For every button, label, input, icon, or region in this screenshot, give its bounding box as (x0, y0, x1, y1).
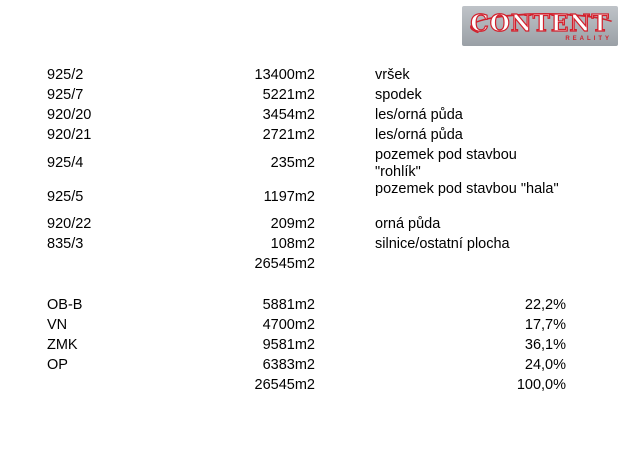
table-row (0, 127, 624, 147)
parcel-id: 920/21 (47, 127, 92, 143)
table-row (0, 87, 624, 107)
zone-area: 4700m2 (262, 317, 315, 333)
parcel-area: 13400m2 (254, 67, 315, 83)
table-row (0, 236, 624, 256)
parcel-desc: vršek (375, 67, 410, 83)
table-row (0, 181, 624, 215)
zone-percent: 22,2% (524, 297, 566, 313)
parcel-desc: orná půda (375, 216, 441, 232)
zone-code: VN (47, 317, 68, 333)
parcel-area: 3454m2 (262, 107, 315, 123)
parcel-id: 920/22 (47, 216, 92, 232)
parcel-desc: spodek (375, 87, 422, 103)
parcels-total: 26545m2 (254, 256, 315, 272)
parcel-id: 925/4 (47, 155, 84, 171)
parcel-desc: pozemek pod stavbou "rohlík" (375, 147, 517, 180)
parcel-id: 925/5 (47, 189, 84, 205)
total-row (0, 256, 624, 276)
parcel-id: 835/3 (47, 236, 84, 252)
zone-area: 6383m2 (262, 357, 315, 373)
table-row (0, 317, 624, 337)
parcel-area: 108m2 (270, 236, 315, 252)
zones-total-area: 26545m2 (254, 377, 315, 393)
parcel-id: 920/20 (47, 107, 92, 123)
zone-percent: 36,1% (524, 337, 566, 353)
table-row (0, 147, 624, 181)
zone-percent: 24,0% (524, 357, 566, 373)
table-row (0, 357, 624, 377)
parcel-area: 5221m2 (262, 87, 315, 103)
table-row (0, 216, 624, 236)
parcel-desc: pozemek pod stavbou "hala" (375, 181, 559, 197)
parcel-area: 209m2 (270, 216, 315, 232)
parcel-area: 2721m2 (262, 127, 315, 143)
zones-total-percent: 100,0% (516, 377, 566, 393)
table-row (0, 67, 624, 87)
logo-text: CONTENT (470, 10, 610, 37)
parcel-area: 1197m2 (263, 189, 315, 205)
parcel-area: 235m2 (270, 155, 315, 171)
parcel-id: 925/7 (47, 87, 84, 103)
zone-code: OP (47, 357, 68, 373)
zone-area: 5881m2 (262, 297, 315, 313)
table-row (0, 337, 624, 357)
table-row (0, 107, 624, 127)
company-logo (462, 6, 618, 46)
logo-subtext: REALITY (565, 36, 612, 42)
parcel-desc: silnice/ostatní plocha (375, 236, 510, 252)
zone-percent: 17,7% (524, 317, 566, 333)
zone-area: 9581m2 (262, 337, 315, 353)
zone-code: OB-B (47, 297, 83, 313)
total-row (0, 377, 624, 397)
zone-code: ZMK (47, 337, 78, 353)
table-row (0, 297, 624, 317)
parcel-desc: les/orná půda (375, 107, 463, 123)
parcel-id: 925/2 (47, 67, 84, 83)
parcel-desc: les/orná půda (375, 127, 463, 143)
